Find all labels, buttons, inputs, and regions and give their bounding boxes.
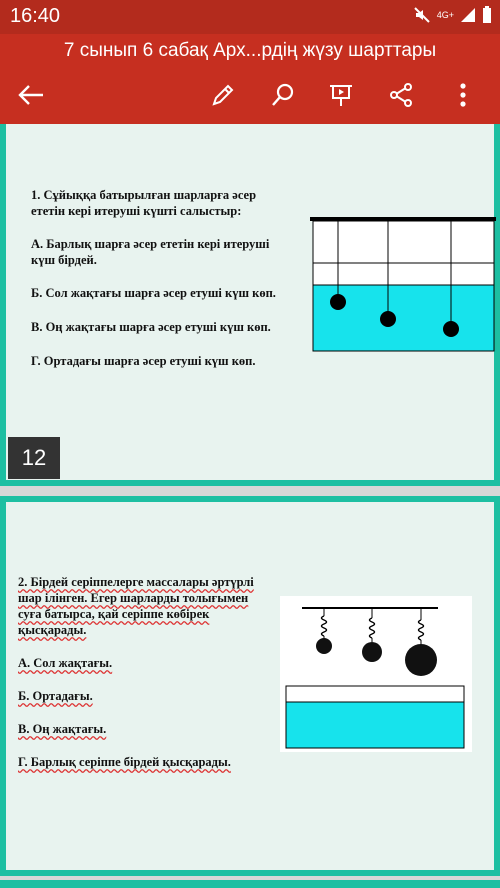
mute-icon (413, 6, 431, 24)
balls-in-water-diagram (308, 212, 498, 352)
slide-content (6, 502, 494, 870)
springs-diagram (280, 596, 472, 752)
slide-thumbnail[interactable] (0, 124, 500, 486)
document-title: 7 сынып 6 сабақ Арх...рдің жүзу шарттары (63, 40, 437, 61)
question-line: шар ілінген. Егер шарларды толығымен (18, 591, 249, 605)
app-bar (0, 34, 500, 124)
question-line: қысқарады. (18, 623, 87, 637)
arrow-left-icon (17, 83, 45, 107)
ball-small (316, 638, 332, 654)
answer-option: А. Сол жақтағы. (18, 656, 113, 670)
answer-option: Г. Ортадағы шарға әсер етуші күш көп. (31, 354, 256, 368)
answer-option: Б. Ортадағы. (18, 689, 93, 703)
question-line: 1. Сұйыққа батырылған шарларға әсер (31, 188, 257, 202)
slide-content (6, 124, 494, 480)
signal-icon (460, 7, 476, 23)
status-icons (413, 6, 492, 24)
question-line: суға батырса, қай серіппе көбірек (18, 607, 210, 621)
answer-line: А. Барлық шарға әсер ететін кері итеруші (31, 237, 270, 251)
answer-line: күш бірдей. (31, 253, 97, 267)
status-time: 16:40 (10, 5, 61, 27)
water (286, 702, 464, 748)
ball-middle (380, 311, 396, 327)
network-type-label: 4G+ (436, 10, 454, 20)
ball-right (443, 321, 459, 337)
ball-large (405, 644, 437, 676)
next-slide-thumbnail[interactable] (0, 880, 500, 888)
search-icon (270, 82, 296, 108)
search-button[interactable] (268, 80, 298, 110)
present-button[interactable] (326, 80, 356, 110)
share-button[interactable] (386, 80, 416, 110)
more-vert-icon (458, 82, 468, 108)
back-button[interactable] (16, 80, 46, 110)
answer-option: Б. Сол жақтағы шарға әсер етуші күш көп. (31, 286, 276, 300)
slide-number-badge: 12 (8, 437, 60, 479)
status-bar (0, 0, 500, 34)
answer-option: В. Оң жақтағы шарға әсер етуші күш көп. (31, 320, 271, 334)
more-options-button[interactable] (448, 80, 478, 110)
question-text (31, 187, 256, 219)
container-top (286, 686, 464, 702)
share-icon (388, 82, 414, 108)
battery-icon (482, 6, 492, 24)
edit-button[interactable] (208, 80, 238, 110)
answer-option: Г. Барлық серіппе бірдей қысқарады. (18, 755, 231, 769)
answer-option: В. Оң жақтағы. (18, 722, 107, 736)
answer-option (31, 236, 269, 268)
ball-medium (362, 642, 382, 662)
question-text (18, 574, 254, 638)
ball-left (330, 294, 346, 310)
question-line: ететін кері итеруші күшті салыстыр: (31, 204, 242, 218)
presentation-play-icon (328, 82, 354, 108)
pencil-icon (210, 82, 236, 108)
slide-thumbnail[interactable] (0, 496, 500, 876)
question-line: 2. Бірдей серіппелерге массалары әртүрлі (18, 575, 254, 589)
